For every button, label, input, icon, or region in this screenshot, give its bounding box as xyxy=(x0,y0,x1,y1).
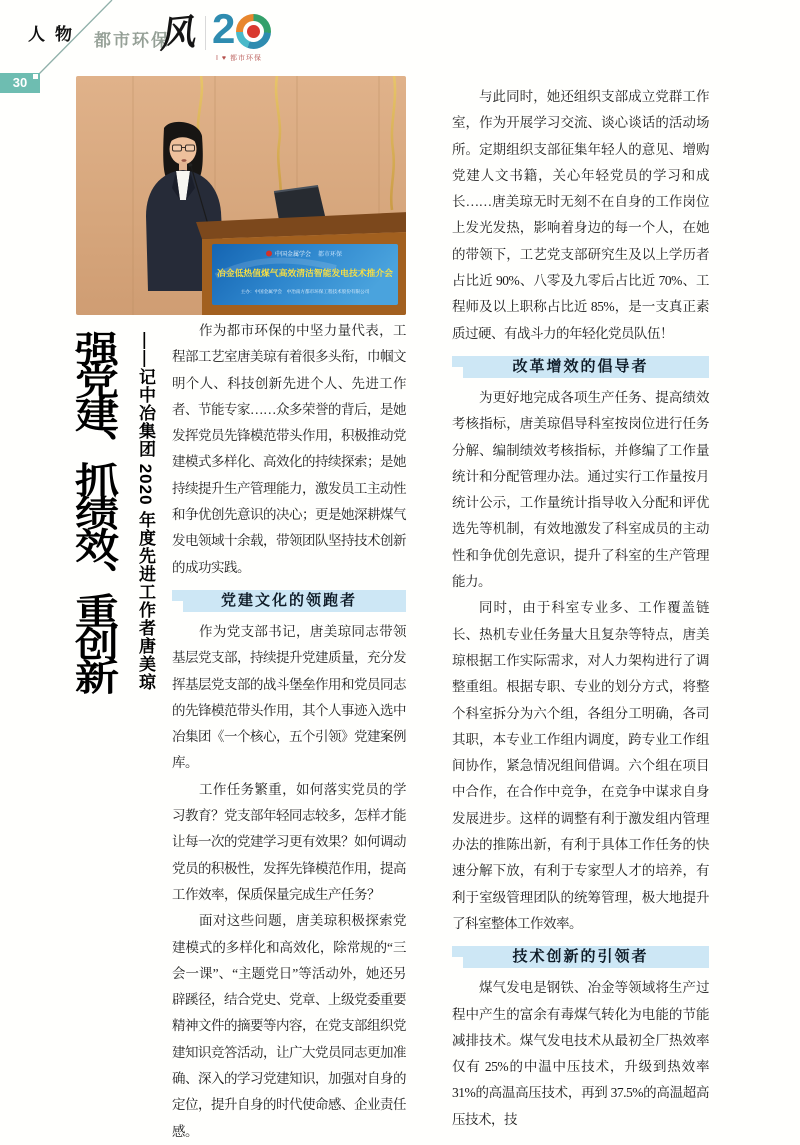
mouth xyxy=(181,159,186,162)
paragraph: 为更好地完成各项生产任务、提高绩效考核指标，唐美琼倡导科室按岗位进行任务分解、编制绩效考核指标，并修编了工作量统计和分配管理办法。通过实行工作量按月统计公示，工作量统计指导收入分配和评优选先等机制，有效地激发了科室成员的主动性和争优创先意识，提升了科室的生产管理能力。 xyxy=(452,389,709,590)
page-number-badge: 30 xyxy=(0,73,40,93)
neck xyxy=(179,162,187,171)
paragraph: 与此同时，她还组织支部成立党群工作室，作为开展学习交流、谈心谈话的活动场所。定期组织支部征集年轻人的意见、增购党建人文书籍，关心年轻党员的学习和成长……唐美琼无时无刻不在自身的工作岗位上发光发热，影响着身边的每一个人，在她的带领下，工艺党支部研究生及以上学历者占比近 90%、八零及九零后占比近 70%、工程师及以上职称占比近 85%，是一支真正素质过硬、有战斗力的年轻化党员队伍！ xyxy=(452,89,709,341)
banner-emblem-icon xyxy=(266,251,272,257)
section-label: 人物 xyxy=(28,25,82,44)
section-header: 党建文化的领跑者 xyxy=(172,590,406,612)
banner-org-1: 中国金属学会 xyxy=(275,252,312,258)
headline-subtitle: ——记中冶集团 2020 年度先进工作者唐美琼 xyxy=(136,332,155,692)
article-column-2 xyxy=(452,84,709,1133)
paragraph: 面对这些问题，唐美琼积极探索党建模式的多样化和高效化，除常规的“三会一课”、“主题党日”等活动外，她还另辟蹊径，结合党史、党章、上级党委重要精神文件的摘要等内容，在党支部组织党建知识竞答活动，让广大党员同志更加准确、深入的学习党建知识，加强对自身的定位，提升自身的时代使命感、企业责任感。 xyxy=(172,913,406,1139)
logo-divider xyxy=(205,16,206,50)
paragraph: 同时，由于科室专业多、工作覆盖链长、热机专业任务量大且复杂等特点，唐美琼根据工作实际需求，对人力架构进行了调整重组。根据专职、专业的划分方式，将整个科室拆分为六个组，各组分工明确，各司其职，本专业工作组内调度，跨专业工作组间协作，紧急情况组间借调。六个组在项目中合作，在合作中竞争，在竞争中谋求自身发展进步。这样的调整有利于激发组内管理办法的推陈出新，有利于具体工作任务的快速分解下放，有利于专家型人才的培养，有利于室级管理团队的统筹管理，极大地提升了科室整体工作效率。 xyxy=(452,600,709,931)
banner-title: 冶金低热值煤气高效清洁智能发电技术推介会 xyxy=(217,268,393,278)
anniversary-ring-icon xyxy=(236,14,271,49)
calligraphy-wind-icon: 风 xyxy=(156,12,197,56)
paragraph: 作为党支部书记，唐美琼同志带领基层党支部，持续提升党建质量，充分发挥基层党支部的战斗堡垒作用和党员同志的先锋模范带头作用，其个人事迹入选中冶集团《一个核心，五个引领》党建案例库。 xyxy=(172,623,406,771)
anniversary-tagline: I ♥ 都市环保 xyxy=(216,55,262,62)
section-header: 改革增效的倡导者 xyxy=(452,356,709,378)
headline-title: 强党建、抓绩效、重创新 xyxy=(68,330,117,691)
anniversary-digit: 2 xyxy=(212,5,236,52)
magazine-logo: 都市环保 xyxy=(94,31,170,50)
article-photo xyxy=(76,76,406,315)
podium xyxy=(196,212,406,315)
anniversary-20-logo xyxy=(212,5,271,52)
paragraph: 煤气发电是钢铁、冶金等领域将生产过程中产生的富余有毒煤气转化为电能的节能减排技术。煤气发电技术从最初全厂热效率仅有 25%的中温中压技术，升级到热效率 31%的高温高压技术，再到 37.5%的高温超高压技术，技 xyxy=(452,980,709,1127)
banner-org-2: 都市环保 xyxy=(318,252,343,258)
banner-host-line: 主办：中国金属学会 中冶南方都市环保工程技术股份有限公司 xyxy=(240,289,370,294)
article-column-1 xyxy=(172,318,406,1145)
paragraph: 工作任务繁重，如何落实党员的学习教育？党支部年轻同志较多，怎样才能让每一次的党建学习更有效果？如何调动党员的积极性，发挥先锋模范作用，提高工作效率，保质保量完成生产任务？ xyxy=(172,781,406,902)
photo-illustration xyxy=(76,76,406,315)
paragraph: 作为都市环保的中坚力量代表，工程部工艺室唐美琼有着很多头衔，巾帼文明个人、科技创新先进个人、先进工作者、节能专家……众多荣誉的背后，是她发挥党员先锋模范带头作用，积极推动党建模式多样化、高效化的持续探索；是她持续提升生产管理能力，激发员工主动性和争优创先意识的决心；更是她深耕煤气发电领域十余载，带领团队坚持技术创新的成功实践。 xyxy=(172,323,406,575)
section-header: 技术创新的引领者 xyxy=(452,946,709,968)
